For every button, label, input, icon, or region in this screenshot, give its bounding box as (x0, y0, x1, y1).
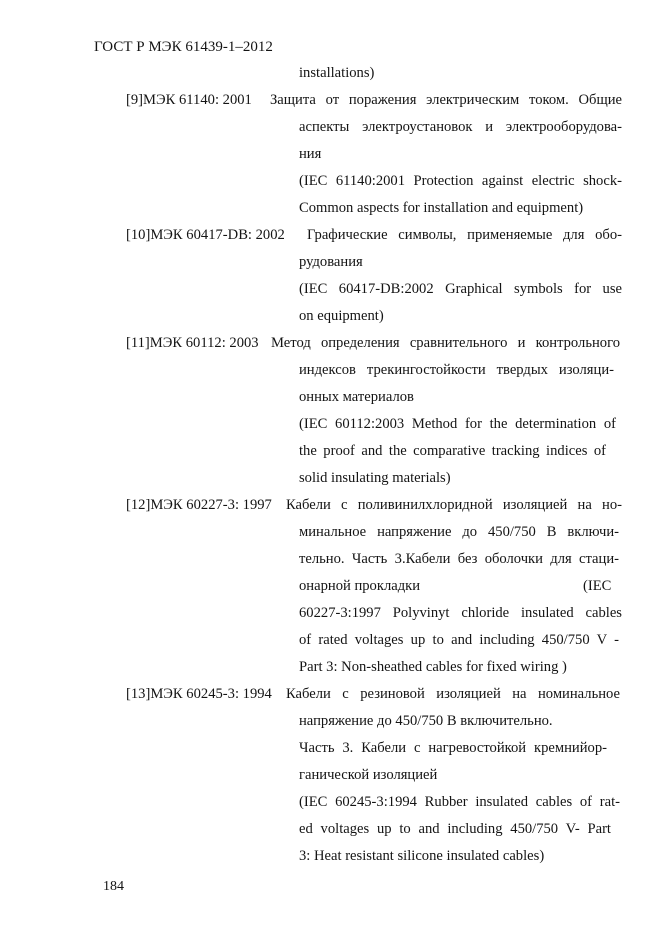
reference-text-ru: онных материалов (299, 389, 414, 405)
reference-label: [12]МЭК 60227-3: 1997 (126, 497, 272, 513)
reference-text-ru: тельно. Часть 3.Кабели без оболочки для стаци- (299, 551, 619, 567)
reference-text-ru: Кабели с поливинилхлоридной изоляцией на но- (286, 497, 622, 513)
reference-text-en: (IEC 60112:2003 Method for the determination of (299, 416, 616, 432)
reference-text-en: 3: Heat resistant silicone insulated cables) (299, 848, 545, 864)
reference-text-ru: ния (299, 146, 322, 162)
reference-text-en: the proof and the comparative tracking indices of (299, 443, 606, 459)
reference-label: [10]МЭК 60417-DB: 2002 (126, 227, 285, 243)
reference-text-en: ed voltages up to and including 450/750 V- Part (299, 821, 611, 837)
reference-text-en: solid insulating materials) (299, 470, 451, 486)
reference-label: [13]МЭК 60245-3: 1994 (126, 686, 272, 702)
reference-text-en: (IEC 61140:2001 Protection against electric shock- (299, 173, 622, 189)
page-header: ГОСТ Р МЭК 61439-1–2012 (94, 39, 273, 55)
reference-text-en: of rated voltages up to and including 450/750 V - (299, 632, 619, 648)
reference-text-ru: онарной прокладки (299, 578, 421, 594)
reference-text-ru: Кабели с резиновой изоляцией на номинальное (286, 686, 620, 702)
reference-label: [9]МЭК 61140: 2001 (126, 92, 252, 108)
reference-text-en: on equipment) (299, 308, 384, 324)
reference-text-ru: индексов трекингостойкости твердых изоляци- (299, 362, 614, 378)
reference-text-ru: Графические символы, применяемые для обо- (307, 227, 622, 243)
reference-text-ru: ганической изоляцией (299, 767, 438, 783)
reference-text-en: (IEC (583, 578, 612, 594)
reference-text-en: 60227-3:1997 Polyvinyt chloride insulated cables (299, 605, 622, 621)
reference-label: [11]МЭК 60112: 2003 (126, 335, 259, 351)
reference-text-en: (IEC 60417-DB:2002 Graphical symbols for use (299, 281, 622, 297)
continuation-line: installations) (299, 65, 375, 81)
reference-text-en: (IEC 60245-3:1994 Rubber insulated cables of rat- (299, 794, 620, 810)
reference-text-ru: Метод определения сравнительного и контрольного (271, 335, 620, 351)
reference-text-ru: напряжение до 450/750 В включительно. (299, 713, 553, 729)
reference-text-ru: рудования (299, 254, 363, 270)
reference-text-en: Common aspects for installation and equipment) (299, 200, 584, 216)
reference-text-ru: Защита от поражения электрическим током. Общие (270, 92, 622, 108)
reference-text-en: Part 3: Non-sheathed cables for fixed wiring ) (299, 659, 567, 675)
reference-text-ru: Часть 3. Кабели с нагревостойкой кремнийор- (299, 740, 607, 756)
page-number: 184 (103, 879, 124, 894)
reference-text-ru: аспекты электроустановок и электрооборудова- (299, 119, 622, 135)
reference-text-ru: минальное напряжение до 450/750 В включи- (299, 524, 619, 540)
